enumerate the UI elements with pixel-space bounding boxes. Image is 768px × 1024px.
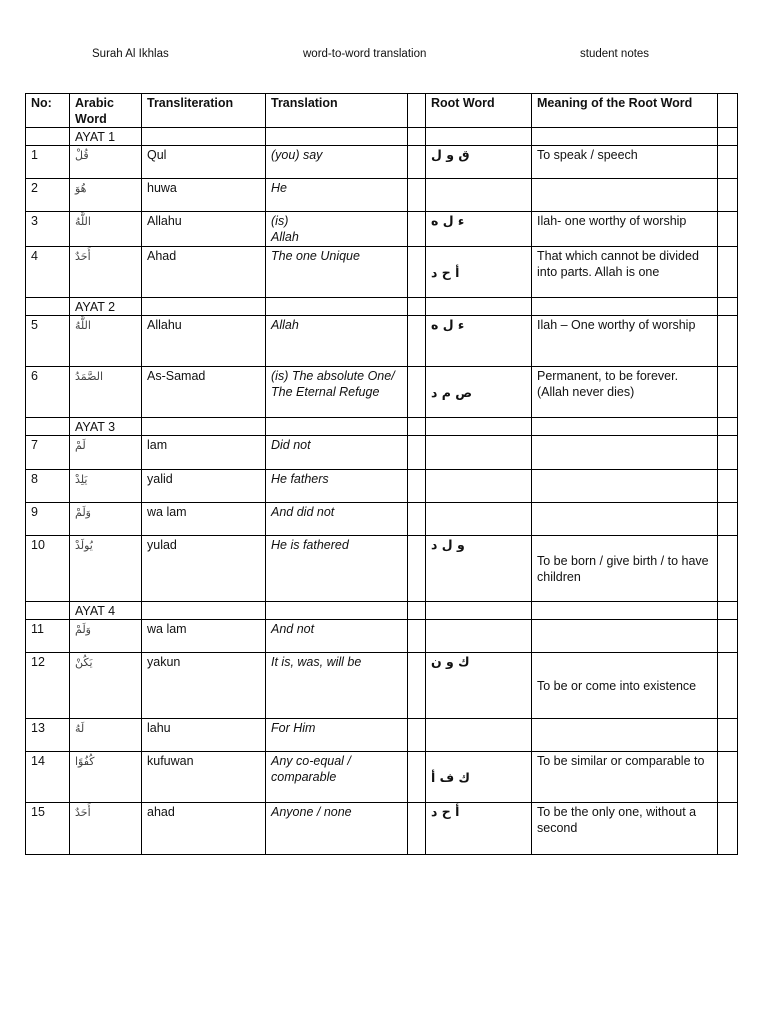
- transliteration: Qul: [142, 146, 266, 179]
- arabic-word: وَلَمْ: [70, 620, 142, 653]
- root-word: أ ح د: [426, 803, 532, 855]
- arabic-word: أَحَدٌ: [70, 247, 142, 298]
- root-word: [426, 719, 532, 752]
- ayat-label: AYAT 2: [70, 298, 142, 316]
- col-header-meaning: Meaning of the Root Word: [532, 94, 718, 128]
- table-row: [26, 503, 738, 536]
- row-number: 2: [26, 179, 70, 212]
- arabic-word: الصَّمَدُ: [70, 367, 142, 418]
- ayat-row: [26, 418, 738, 436]
- arabic-word: يَلِدْ: [70, 470, 142, 503]
- root-meaning: [532, 503, 718, 536]
- root-word: ك و ن: [426, 653, 532, 719]
- root-meaning: To be the only one, without a second: [532, 803, 718, 855]
- translation: He: [266, 179, 408, 212]
- table-row: [26, 620, 738, 653]
- col-header-end: [718, 94, 738, 128]
- table-row: [26, 247, 738, 298]
- transliteration: wa lam: [142, 620, 266, 653]
- translation: And did not: [266, 503, 408, 536]
- arabic-word: وَلَمْ: [70, 503, 142, 536]
- row-number: 3: [26, 212, 70, 247]
- arabic-word: كُفُوًا: [70, 752, 142, 803]
- root-meaning: To be born / give birth / to have children: [532, 536, 718, 602]
- root-meaning: To speak / speech: [532, 146, 718, 179]
- col-header-transliteration: Transliteration: [142, 94, 266, 128]
- transliteration: yakun: [142, 653, 266, 719]
- root-meaning: [532, 436, 718, 470]
- root-word: ء ل ه: [426, 316, 532, 367]
- arabic-word: هُوَ: [70, 179, 142, 212]
- header-subtitle: word-to-word translation: [303, 48, 427, 60]
- table-row: [26, 470, 738, 503]
- translation: Any co-equal / comparable: [266, 752, 408, 803]
- table-row: [26, 316, 738, 367]
- translation: It is, was, will be: [266, 653, 408, 719]
- col-header-translation: Translation: [266, 94, 408, 128]
- arabic-word: قُلْ: [70, 146, 142, 179]
- transliteration: Allahu: [142, 316, 266, 367]
- root-word: ق و ل: [426, 146, 532, 179]
- table-row: [26, 752, 738, 803]
- word-table: [25, 93, 738, 855]
- root-word: [426, 436, 532, 470]
- row-number: 6: [26, 367, 70, 418]
- root-meaning: [532, 179, 718, 212]
- root-meaning: [532, 620, 718, 653]
- root-meaning: Permanent, to be forever. (Allah never dies): [532, 367, 718, 418]
- transliteration: lam: [142, 436, 266, 470]
- ayat-row: [26, 128, 738, 146]
- row-number: 10: [26, 536, 70, 602]
- row-number: 7: [26, 436, 70, 470]
- ayat-label: AYAT 1: [70, 128, 142, 146]
- row-number: 13: [26, 719, 70, 752]
- table-row: [26, 536, 738, 602]
- translation: He is fathered: [266, 536, 408, 602]
- translation: (is) Allah: [266, 212, 408, 247]
- translation: The one Unique: [266, 247, 408, 298]
- translation: (you) say: [266, 146, 408, 179]
- header-notes: student notes: [580, 48, 650, 60]
- root-word: [426, 503, 532, 536]
- transliteration: As-Samad: [142, 367, 266, 418]
- table-row: [26, 146, 738, 179]
- transliteration: kufuwan: [142, 752, 266, 803]
- col-header-arabic: Arabic Word: [70, 94, 142, 128]
- root-meaning: [532, 719, 718, 752]
- ayat-label: AYAT 4: [70, 602, 142, 620]
- root-word: و ل د: [426, 536, 532, 602]
- table-row: [26, 212, 738, 247]
- root-meaning: [532, 470, 718, 503]
- row-number: 14: [26, 752, 70, 803]
- translation: Did not: [266, 436, 408, 470]
- table-row: [26, 367, 738, 418]
- table-row: [26, 803, 738, 855]
- ayat-label: AYAT 3: [70, 418, 142, 436]
- row-number: 8: [26, 470, 70, 503]
- arabic-word: اللَّهُ: [70, 212, 142, 247]
- table-header-row: [26, 94, 738, 128]
- transliteration: huwa: [142, 179, 266, 212]
- translation: And not: [266, 620, 408, 653]
- col-header-no: No:: [26, 94, 70, 128]
- root-word: [426, 470, 532, 503]
- translation: Allah: [266, 316, 408, 367]
- col-header-root: Root Word: [426, 94, 532, 128]
- root-word: ص م د: [426, 367, 532, 418]
- translation: (is) The absolute One/ The Eternal Refuge: [266, 367, 408, 418]
- transliteration: yulad: [142, 536, 266, 602]
- ayat-row: [26, 298, 738, 316]
- translation: Anyone / none: [266, 803, 408, 855]
- arabic-word: لَهُ: [70, 719, 142, 752]
- row-number: 11: [26, 620, 70, 653]
- root-meaning: To be similar or comparable to: [532, 752, 718, 803]
- table-row: [26, 719, 738, 752]
- root-meaning: That which cannot be divided into parts. Allah is one: [532, 247, 718, 298]
- ayat-row: [26, 602, 738, 620]
- transliteration: lahu: [142, 719, 266, 752]
- root-word: ء ل ه: [426, 212, 532, 247]
- arabic-word: أَحَدٌ: [70, 803, 142, 855]
- row-number: 15: [26, 803, 70, 855]
- table-row: [26, 653, 738, 719]
- translation: For Him: [266, 719, 408, 752]
- arabic-word: يُولَدْ: [70, 536, 142, 602]
- table-row: [26, 179, 738, 212]
- row-number: 9: [26, 503, 70, 536]
- arabic-word: اللَّهُ: [70, 316, 142, 367]
- root-meaning: Ilah – One worthy of worship: [532, 316, 718, 367]
- arabic-word: لَمْ: [70, 436, 142, 470]
- root-word: أ ح د: [426, 247, 532, 298]
- root-word: [426, 179, 532, 212]
- translation: He fathers: [266, 470, 408, 503]
- transliteration: ahad: [142, 803, 266, 855]
- row-number: 12: [26, 653, 70, 719]
- root-word: [426, 620, 532, 653]
- root-meaning: Ilah- one worthy of worship: [532, 212, 718, 247]
- root-word: ك ف أ: [426, 752, 532, 803]
- table-row: [26, 436, 738, 470]
- col-header-gap: [408, 94, 426, 128]
- header-title: Surah Al Ikhlas: [92, 48, 169, 60]
- transliteration: yalid: [142, 470, 266, 503]
- row-number: 4: [26, 247, 70, 298]
- transliteration: Ahad: [142, 247, 266, 298]
- row-number: 5: [26, 316, 70, 367]
- row-number: 1: [26, 146, 70, 179]
- transliteration: Allahu: [142, 212, 266, 247]
- root-meaning: To be or come into existence: [532, 653, 718, 719]
- arabic-word: يَكُنْ: [70, 653, 142, 719]
- transliteration: wa lam: [142, 503, 266, 536]
